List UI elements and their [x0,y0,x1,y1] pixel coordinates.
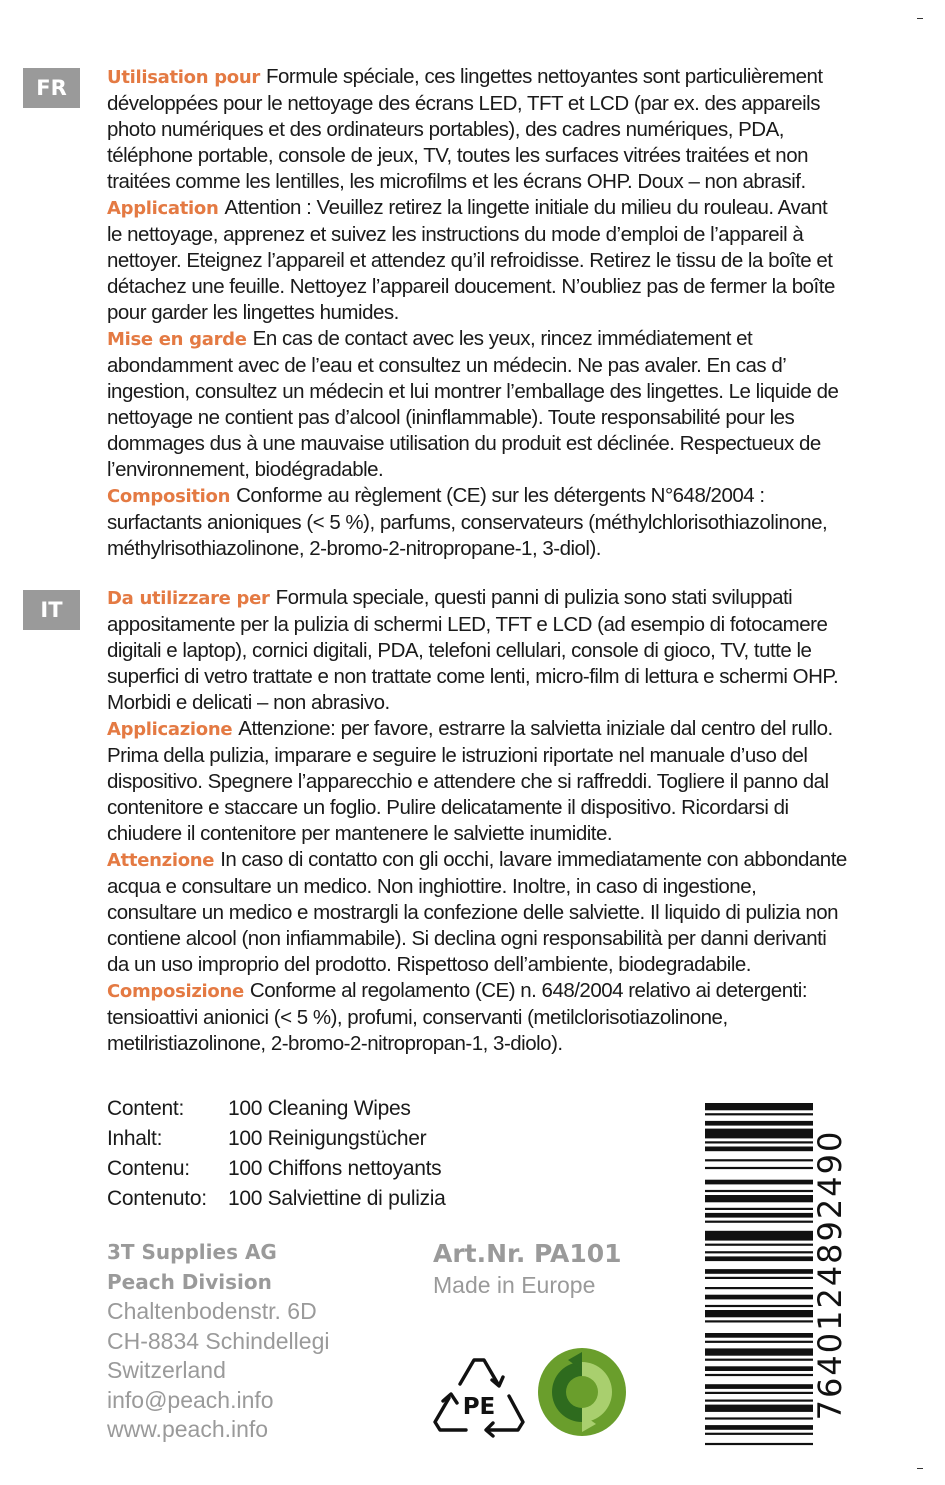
fr-application [107,195,847,326]
it-usage-text: Formula speciale, questi panni di pulizia sono stati sviluppati appositamente per la pulizia di schermi LED, TFT e LCD (ad esempio di fotocamere digitali e laptop), cornici digitali, PDA, telefoni cellulari, console di gioco, TV, tutte le superfici di vetro trattate e non trattate come lenti, micro-film di lettura e schermi OHP. Morbidi e delicati – non abrasivo. [107,586,839,714]
fr-application-heading: Application [107,198,219,219]
crop-mark-top [917,18,923,19]
fr-warning [107,326,847,483]
fr-application-text: Attention : Veuillez retirez la lingette initiale du milieu du rouleau. Avant le nettoyage, apprenez et suivez les instructions du mode d’emploi de l’appareil à nettoyer. Eteignez l’appareil et attendez qu’il refroidisse. Retirez le tissu de la boîte et détachez une feuille. Nettoyez l’appareil doucement. N’oubliez pas de fermer la boîte pour garder les lingettes humides. [107,196,835,324]
company-country: Switzerland [107,1357,226,1383]
contents-row [107,1124,446,1154]
fr-usage [107,64,847,195]
contents-value: 100 Salviettine di pulizia [228,1187,446,1210]
fr-usage-heading: Utilisation pour [107,67,260,88]
contents-label: Inhalt: [107,1127,163,1150]
it-application-text: Attenzione: per favore, estrarre la salvietta iniziale dal centro del rullo. Prima della pulizia, imparare e seguire le istruzioni riportate nel manuale d’uso del dispositivo. Spegnere l’apparecchio e attendere che si raffreddi. Togliere il panno dal contenitore e staccare un foglio. Pulire delicatamente il dispositivo. Ricordarsi di chiudere il contenitore per mantenere le salviette inumidite. [107,717,833,845]
recycle-label: PE [462,1394,496,1420]
company-name: 3T Supplies AG [107,1240,277,1264]
it-warning [107,847,847,978]
lang-badge-fr: FR [23,68,80,108]
contents-row [107,1154,446,1184]
it-composition-text: Conforme al regolamento (CE) n. 648/2004 relativo ai detergenti: tensioattivi anionici (< 5 %), profumi, conservanti (metilclorisotiazolinone, metilristiazolinone, 2-bromo-2-nitropropan-1, 3-diolo). [107,979,808,1055]
it-application [107,716,847,847]
green-dot-icon [538,1348,626,1436]
article-origin: Made in Europe [433,1272,596,1298]
company-web: www.peach.info [107,1416,269,1442]
section-it [107,585,847,1057]
recycle-pe-icon [430,1348,528,1442]
contents-row [107,1094,446,1124]
it-application-heading: Applicazione [107,719,233,740]
section-fr [107,64,847,562]
article-info [433,1238,622,1300]
fr-usage-text: Formule spéciale, ces lingettes nettoyantes sont particulièrement développées pour le nettoyage des écrans LED, TFT et LCD (par ex. des appareils photo numériques et des ordinateurs portables), des cadres numériques, PDA, téléphone portable, console de jeux, TV, toutes les surfaces vitrées traitées et non traitées comme les lentilles, les microfilms et les écrans OHP. Doux – non abrasif. [107,65,823,193]
it-usage-heading: Da utilizzare per [107,588,270,609]
barcode [705,1103,855,1448]
barcode-digits: 7640124892490 [811,1129,849,1421]
company-city: CH-8834 Schindellegi [107,1327,330,1354]
company-division: Peach Division [107,1269,272,1294]
crop-mark-bottom [917,1468,923,1469]
company-street: Chaltenbodenstr. 6D [107,1298,317,1324]
fr-warning-heading: Mise en garde [107,329,247,350]
contents-value: 100 Cleaning Wipes [228,1097,411,1120]
fr-warning-text: En cas de contact avec les yeux, rincez immédiatement et abondamment avec de l’eau et consultez un médecin. Ne pas avaler. En cas d’ ingestion, consultez un médecin et lui montrer l’emballage des lingettes. Le liquide de nettoyage ne contient pas d’alcool (ininflammable). Toute responsabilité pour les dommages dus à une mauvaise utilisation du produit est déclinée. Respectueux de l’environnement, biodégradable. [107,327,839,481]
it-composition-heading: Composizione [107,981,244,1002]
contents-table [107,1094,446,1214]
fr-composition-heading: Composition [107,486,231,507]
contents-value: 100 Reinigungstücher [228,1127,427,1150]
it-warning-text: In caso di contatto con gli occhi, lavare immediatamente con abbondante acqua e consultare un medico. Non inghiottire. Inoltre, in caso di ingestione, consultare un medico e mostrargli la confezione delle salviette. Il liquido di pulizia non contiene alcool (non infiammabile). Si declina ogni responsabilità per danni derivanti da un uso improprio del prodotto. Rispettoso dell’ambiente, biodegradabile. [107,848,847,976]
contents-value: 100 Chiffons nettoyants [228,1157,442,1180]
fr-composition [107,483,847,562]
contents-label: Content: [107,1097,184,1120]
it-warning-heading: Attenzione [107,850,215,871]
it-composition [107,978,847,1057]
article-number: Art.Nr. PA101 [433,1239,622,1268]
it-usage [107,585,847,716]
company-address [107,1238,329,1445]
lang-badge-it: IT [23,590,80,630]
contents-label: Contenu: [107,1157,190,1180]
fr-composition-text: Conforme au règlement (CE) sur les détergents N°648/2004 : surfactants anioniques (< 5 %), parfums, conservateurs (méthylchlorisothiazolinone, méthylrisothiazolinone, 2-bromo-2-nitropropane-1, 3-diol). [107,484,828,560]
contents-row [107,1184,446,1214]
company-email: info@peach.info [107,1386,274,1413]
contents-label: Contenuto: [107,1187,207,1210]
